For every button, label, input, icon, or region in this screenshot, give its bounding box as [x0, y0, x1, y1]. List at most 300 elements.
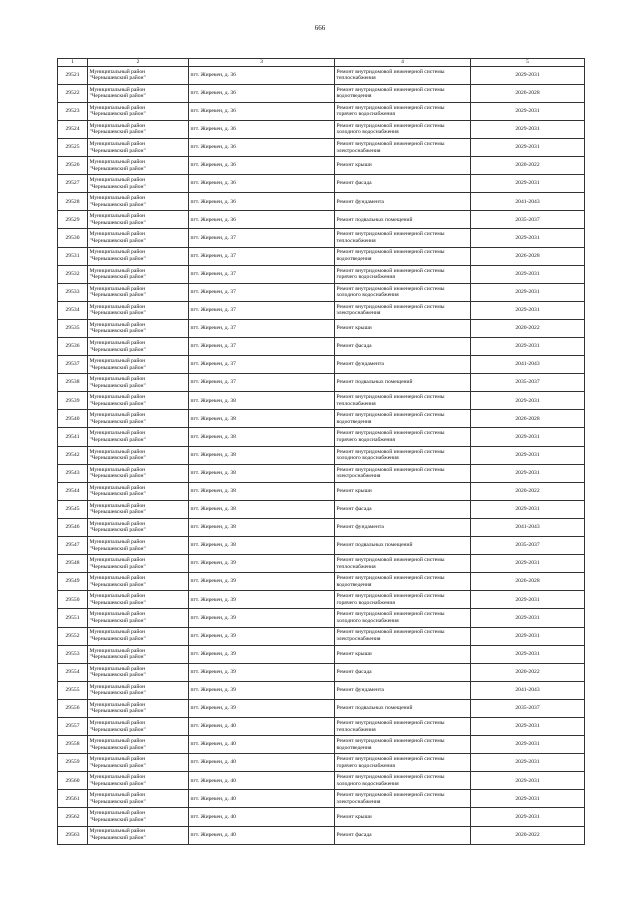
district-line-2: "Чернышевский район" — [89, 599, 146, 606]
work-type-line-2: холодного водоснабжения — [336, 129, 399, 136]
district-line-2: "Чернышевский район" — [89, 726, 146, 733]
district-line-1: Муниципальный район — [89, 213, 146, 220]
district-cell — [88, 211, 189, 229]
district-line-1: Муниципальный район — [89, 231, 146, 238]
table-row — [58, 518, 585, 536]
district-cell — [88, 681, 189, 699]
work-type-line-1: Ремонт внутридомовой инженерной системы — [336, 593, 445, 600]
work-type-line-1: Ремонт внутридомовой инженерной системы — [336, 557, 445, 564]
row-number-cell: 29535 — [58, 319, 88, 337]
district-line-2: "Чернышевский район" — [89, 798, 146, 805]
district-line-2: "Чернышевский район" — [89, 256, 146, 263]
district-line-1: Муниципальный район — [89, 430, 146, 437]
district-line-2: "Чернышевский район" — [89, 491, 146, 498]
row-number-cell: 29526 — [58, 157, 88, 175]
district-cell — [88, 826, 189, 844]
address-cell: пгт. Жирекен, д. 40 — [189, 808, 335, 826]
district-line-1: Муниципальный район — [89, 303, 146, 310]
work-type-cell — [335, 84, 471, 102]
district-line-1: Муниципальный район — [89, 538, 146, 545]
district-cell — [88, 66, 189, 84]
work-type-cell — [335, 229, 471, 247]
address-cell: пгт. Жирекен, д. 38 — [189, 410, 335, 428]
district-line-1: Муниципальный район — [89, 68, 146, 75]
district-cell — [88, 627, 189, 645]
table-row — [58, 573, 585, 591]
period-cell: 2029-2031 — [471, 754, 585, 772]
work-type-line-2: горячего водоснабжения — [336, 762, 395, 769]
row-number-cell: 29521 — [58, 66, 88, 84]
district-cell — [88, 645, 189, 663]
table-row — [58, 699, 585, 717]
row-number-cell: 29556 — [58, 699, 88, 717]
work-type-line-1: Ремонт фундамента — [336, 198, 384, 205]
period-cell: 2041-2043 — [471, 518, 585, 536]
address-cell: пгт. Жирекен, д. 37 — [189, 356, 335, 374]
district-line-2: "Чернышевский район" — [89, 418, 146, 425]
row-number-cell: 29555 — [58, 681, 88, 699]
district-line-1: Муниципальный район — [89, 701, 146, 708]
district-cell — [88, 518, 189, 536]
address-cell: пгт. Жирекен, д. 39 — [189, 573, 335, 591]
work-type-cell — [335, 808, 471, 826]
table-row — [58, 645, 585, 663]
work-type-line-1: Ремонт внутридомовой инженерной системы — [336, 122, 445, 129]
district-line-2: "Чернышевский район" — [89, 437, 146, 444]
row-number-cell: 29544 — [58, 482, 88, 500]
work-type-cell — [335, 338, 471, 356]
table-row — [58, 138, 585, 156]
work-type-cell — [335, 193, 471, 211]
row-number-cell: 29527 — [58, 175, 88, 193]
work-type-line-1: Ремонт внутридомовой инженерной системы — [336, 738, 445, 745]
work-type-cell — [335, 772, 471, 790]
district-cell — [88, 157, 189, 175]
column-header-1: 1 — [58, 59, 88, 67]
work-type-cell — [335, 265, 471, 283]
address-cell: пгт. Жирекен, д. 39 — [189, 555, 335, 573]
work-type-line-2: теплоснабжения — [336, 563, 376, 570]
district-cell — [88, 392, 189, 410]
district-line-2: "Чернышевский район" — [89, 708, 146, 715]
district-line-1: Муниципальный район — [89, 195, 146, 202]
district-line-2: "Чернышевский район" — [89, 816, 146, 823]
address-cell: пгт. Жирекен, д. 40 — [189, 717, 335, 735]
work-type-line-1: Ремонт внутридомовой инженерной системы — [336, 267, 445, 274]
district-line-1: Муниципальный район — [89, 412, 146, 419]
work-type-line-1: Ремонт внутридомовой инженерной системы — [336, 249, 445, 256]
row-number-cell: 29522 — [58, 84, 88, 102]
work-type-line-1: Ремонт внутридомовой инженерной системы — [336, 774, 445, 781]
work-type-cell — [335, 500, 471, 518]
work-type-line-1: Ремонт фундамента — [336, 524, 384, 531]
work-type-line-2: электроснабжения — [336, 636, 381, 643]
district-line-1: Муниципальный район — [89, 285, 146, 292]
row-number-cell: 29529 — [58, 211, 88, 229]
period-cell: 2029-2031 — [471, 772, 585, 790]
period-cell: 2029-2031 — [471, 229, 585, 247]
table-body — [58, 66, 585, 844]
address-cell: пгт. Жирекен, д. 37 — [189, 247, 335, 265]
address-cell: пгт. Жирекен, д. 39 — [189, 699, 335, 717]
district-line-2: "Чернышевский район" — [89, 545, 146, 552]
table-row — [58, 319, 585, 337]
district-line-1: Муниципальный район — [89, 774, 146, 781]
district-line-2: "Чернышевский район" — [89, 147, 146, 154]
district-line-2: "Чернышевский район" — [89, 364, 146, 371]
row-number-cell: 29552 — [58, 627, 88, 645]
work-type-cell — [335, 283, 471, 301]
district-line-2: "Чернышевский район" — [89, 129, 146, 136]
district-cell — [88, 84, 189, 102]
district-line-2: "Чернышевский район" — [89, 346, 146, 353]
district-line-1: Муниципальный район — [89, 575, 146, 582]
table-row — [58, 356, 585, 374]
work-type-cell — [335, 392, 471, 410]
district-line-1: Муниципальный район — [89, 177, 146, 184]
district-line-1: Муниципальный район — [89, 358, 146, 365]
table-row — [58, 681, 585, 699]
work-type-cell — [335, 790, 471, 808]
row-number-cell: 29525 — [58, 138, 88, 156]
period-cell: 2020-2022 — [471, 319, 585, 337]
work-type-line-1: Ремонт внутридомовой инженерной системы — [336, 285, 445, 292]
district-line-1: Муниципальный район — [89, 792, 146, 799]
district-cell — [88, 482, 189, 500]
work-type-line-2: горячего водоснабжения — [336, 437, 395, 444]
column-header-3: 3 — [189, 59, 335, 67]
work-type-cell — [335, 717, 471, 735]
work-type-line-2: холодного водоснабжения — [336, 455, 399, 462]
work-type-cell — [335, 573, 471, 591]
district-cell — [88, 428, 189, 446]
district-line-1: Муниципальный район — [89, 159, 146, 166]
address-cell: пгт. Жирекен, д. 39 — [189, 609, 335, 627]
page-number: 666 — [314, 24, 326, 32]
district-cell — [88, 120, 189, 138]
address-cell: пгт. Жирекен, д. 38 — [189, 464, 335, 482]
work-type-line-2: водоотведения — [336, 581, 372, 588]
table-row — [58, 500, 585, 518]
work-type-cell — [335, 66, 471, 84]
district-cell — [88, 410, 189, 428]
table-row — [58, 338, 585, 356]
column-header-5: 5 — [471, 59, 585, 67]
district-line-1: Муниципальный район — [89, 484, 146, 491]
work-type-line-1: Ремонт фасада — [336, 506, 372, 513]
district-line-2: "Чернышевский район" — [89, 762, 146, 769]
table-row — [58, 808, 585, 826]
district-line-2: "Чернышевский район" — [89, 780, 146, 787]
work-type-line-1: Ремонт крыши — [336, 325, 372, 332]
district-line-1: Муниципальный район — [89, 502, 146, 509]
district-cell — [88, 301, 189, 319]
district-line-1: Муниципальный район — [89, 448, 146, 455]
row-number-cell: 29543 — [58, 464, 88, 482]
work-type-line-2: горячего водоснабжения — [336, 274, 395, 281]
district-cell — [88, 790, 189, 808]
work-type-cell — [335, 681, 471, 699]
table-row — [58, 211, 585, 229]
column-number-row — [58, 59, 585, 67]
work-type-cell — [335, 537, 471, 555]
table-row — [58, 464, 585, 482]
district-cell — [88, 319, 189, 337]
district-cell — [88, 374, 189, 392]
work-type-line-2: горячего водоснабжения — [336, 599, 395, 606]
address-cell: пгт. Жирекен, д. 37 — [189, 374, 335, 392]
period-cell: 2029-2031 — [471, 790, 585, 808]
work-type-line-1: Ремонт внутридомовой инженерной системы — [336, 629, 445, 636]
table-row — [58, 591, 585, 609]
work-type-line-1: Ремонт фасада — [336, 668, 372, 675]
work-type-line-1: Ремонт крыши — [336, 162, 372, 169]
row-number-cell: 29538 — [58, 374, 88, 392]
period-cell: 2035-2037 — [471, 211, 585, 229]
work-type-line-1: Ремонт фасада — [336, 831, 372, 838]
row-number-cell: 29553 — [58, 645, 88, 663]
address-cell: пгт. Жирекен, д. 39 — [189, 627, 335, 645]
row-number-cell: 29551 — [58, 609, 88, 627]
district-line-2: "Чернышевский район" — [89, 473, 146, 480]
work-type-line-1: Ремонт подвальных помещений — [336, 216, 413, 223]
work-type-line-1: Ремонт фасада — [336, 343, 372, 350]
district-line-2: "Чернышевский район" — [89, 509, 146, 516]
address-cell: пгт. Жирекен, д. 36 — [189, 138, 335, 156]
table-row — [58, 410, 585, 428]
address-cell: пгт. Жирекен, д. 38 — [189, 537, 335, 555]
district-cell — [88, 772, 189, 790]
work-type-line-2: электроснабжения — [336, 310, 381, 317]
period-cell: 2029-2031 — [471, 645, 585, 663]
address-cell: пгт. Жирекен, д. 38 — [189, 518, 335, 536]
table-row — [58, 84, 585, 102]
address-cell: пгт. Жирекен, д. 40 — [189, 736, 335, 754]
work-type-line-1: Ремонт подвальных помещений — [336, 379, 413, 386]
work-type-line-2: электроснабжения — [336, 147, 381, 154]
district-line-2: "Чернышевский район" — [89, 690, 146, 697]
work-type-line-2: водоотведения — [336, 256, 372, 263]
row-number-cell: 29523 — [58, 102, 88, 120]
row-number-cell: 29547 — [58, 537, 88, 555]
address-cell: пгт. Жирекен, д. 37 — [189, 338, 335, 356]
district-cell — [88, 500, 189, 518]
district-line-2: "Чернышевский район" — [89, 581, 146, 588]
district-line-1: Муниципальный район — [89, 719, 146, 726]
district-line-2: "Чернышевский район" — [89, 310, 146, 317]
work-type-cell — [335, 555, 471, 573]
district-line-2: "Чернышевский район" — [89, 744, 146, 751]
district-line-2: "Чернышевский район" — [89, 183, 146, 190]
district-cell — [88, 283, 189, 301]
work-type-line-2: теплоснабжения — [336, 400, 376, 407]
district-cell — [88, 265, 189, 283]
district-cell — [88, 193, 189, 211]
district-cell — [88, 736, 189, 754]
district-line-2: "Чернышевский район" — [89, 563, 146, 570]
period-cell: 2029-2031 — [471, 138, 585, 156]
address-cell: пгт. Жирекен, д. 38 — [189, 428, 335, 446]
address-cell: пгт. Жирекен, д. 37 — [189, 301, 335, 319]
row-number-cell: 29536 — [58, 338, 88, 356]
table-row — [58, 66, 585, 84]
district-cell — [88, 754, 189, 772]
work-type-line-2: водоотведения — [336, 744, 372, 751]
address-cell: пгт. Жирекен, д. 40 — [189, 754, 335, 772]
table-row — [58, 754, 585, 772]
district-cell — [88, 356, 189, 374]
work-type-cell — [335, 211, 471, 229]
work-type-line-1: Ремонт внутридомовой инженерной системы — [336, 231, 445, 238]
period-cell: 2029-2031 — [471, 283, 585, 301]
row-number-cell: 29532 — [58, 265, 88, 283]
period-cell: 2029-2031 — [471, 609, 585, 627]
work-type-line-1: Ремонт внутридомовой инженерной системы — [336, 412, 445, 419]
work-type-line-1: Ремонт внутридомовой инженерной системы — [336, 104, 445, 111]
work-type-cell — [335, 482, 471, 500]
district-line-1: Муниципальный район — [89, 520, 146, 527]
row-number-cell: 29548 — [58, 555, 88, 573]
district-line-2: "Чернышевский район" — [89, 219, 146, 226]
work-type-line-1: Ремонт фундамента — [336, 361, 384, 368]
district-cell — [88, 573, 189, 591]
district-cell — [88, 138, 189, 156]
work-type-cell — [335, 247, 471, 265]
district-line-2: "Чернышевский район" — [89, 93, 146, 100]
work-type-cell — [335, 301, 471, 319]
period-cell: 2029-2031 — [471, 717, 585, 735]
district-line-1: Муниципальный район — [89, 756, 146, 763]
work-type-line-2: водоотведения — [336, 93, 372, 100]
work-type-line-2: водоотведения — [336, 418, 372, 425]
table-row — [58, 428, 585, 446]
address-cell: пгт. Жирекен, д. 36 — [189, 193, 335, 211]
period-cell: 2026-2028 — [471, 410, 585, 428]
address-cell: пгт. Жирекен, д. 39 — [189, 663, 335, 681]
table-row — [58, 247, 585, 265]
period-cell: 2029-2031 — [471, 627, 585, 645]
district-cell — [88, 446, 189, 464]
table-row — [58, 717, 585, 735]
table-row — [58, 157, 585, 175]
row-number-cell: 29530 — [58, 229, 88, 247]
district-line-2: "Чернышевский район" — [89, 237, 146, 244]
work-type-line-1: Ремонт фасада — [336, 180, 372, 187]
address-cell: пгт. Жирекен, д. 36 — [189, 84, 335, 102]
work-type-line-1: Ремонт внутридомовой инженерной системы — [336, 86, 445, 93]
district-line-2: "Чернышевский район" — [89, 75, 146, 82]
work-type-line-2: горячего водоснабжения — [336, 111, 395, 118]
district-line-1: Муниципальный район — [89, 593, 146, 600]
period-cell: 2029-2031 — [471, 446, 585, 464]
work-type-cell — [335, 157, 471, 175]
work-type-cell — [335, 826, 471, 844]
table-row — [58, 555, 585, 573]
district-line-1: Муниципальный район — [89, 376, 146, 383]
table-row — [58, 175, 585, 193]
period-cell: 2020-2022 — [471, 663, 585, 681]
work-type-line-1: Ремонт подвальных помещений — [336, 705, 413, 712]
work-type-cell — [335, 356, 471, 374]
table-row — [58, 736, 585, 754]
period-cell: 2029-2031 — [471, 265, 585, 283]
work-type-line-2: электроснабжения — [336, 798, 381, 805]
address-cell: пгт. Жирекен, д. 38 — [189, 500, 335, 518]
period-cell: 2041-2043 — [471, 193, 585, 211]
district-line-1: Муниципальный район — [89, 557, 146, 564]
table-row — [58, 609, 585, 627]
capital-repair-table — [57, 58, 585, 845]
row-number-cell: 29549 — [58, 573, 88, 591]
district-line-2: "Чернышевский район" — [89, 201, 146, 208]
row-number-cell: 29562 — [58, 808, 88, 826]
district-line-1: Муниципальный район — [89, 394, 146, 401]
row-number-cell: 29561 — [58, 790, 88, 808]
work-type-line-2: электроснабжения — [336, 473, 381, 480]
table-row — [58, 482, 585, 500]
district-line-1: Муниципальный район — [89, 104, 146, 111]
work-type-cell — [335, 754, 471, 772]
work-type-cell — [335, 138, 471, 156]
column-header-2: 2 — [88, 59, 189, 67]
district-line-2: "Чернышевский район" — [89, 455, 146, 462]
work-type-line-1: Ремонт внутридомовой инженерной системы — [336, 466, 445, 473]
row-number-cell: 29560 — [58, 772, 88, 790]
period-cell: 2020-2022 — [471, 157, 585, 175]
address-cell: пгт. Жирекен, д. 40 — [189, 772, 335, 790]
period-cell: 2041-2043 — [471, 681, 585, 699]
table-row — [58, 663, 585, 681]
work-type-line-1: Ремонт внутридомовой инженерной системы — [336, 303, 445, 310]
district-cell — [88, 338, 189, 356]
table-row — [58, 392, 585, 410]
period-cell: 2041-2043 — [471, 356, 585, 374]
period-cell: 2029-2031 — [471, 338, 585, 356]
district-line-2: "Чернышевский район" — [89, 292, 146, 299]
row-number-cell: 29546 — [58, 518, 88, 536]
work-type-cell — [335, 736, 471, 754]
row-number-cell: 29537 — [58, 356, 88, 374]
address-cell: пгт. Жирекен, д. 39 — [189, 681, 335, 699]
district-line-1: Муниципальный район — [89, 249, 146, 256]
table-row — [58, 120, 585, 138]
period-cell: 2029-2031 — [471, 301, 585, 319]
work-type-cell — [335, 446, 471, 464]
period-cell: 2029-2031 — [471, 555, 585, 573]
district-line-1: Муниципальный район — [89, 339, 146, 346]
district-cell — [88, 717, 189, 735]
period-cell: 2029-2031 — [471, 500, 585, 518]
district-cell — [88, 464, 189, 482]
address-cell: пгт. Жирекен, д. 39 — [189, 645, 335, 663]
district-line-1: Муниципальный район — [89, 828, 146, 835]
period-cell: 2029-2031 — [471, 736, 585, 754]
period-cell: 2035-2037 — [471, 699, 585, 717]
row-number-cell: 29563 — [58, 826, 88, 844]
district-line-2: "Чернышевский район" — [89, 400, 146, 407]
work-type-line-1: Ремонт подвальных помещений — [336, 542, 413, 549]
address-cell: пгт. Жирекен, д. 36 — [189, 211, 335, 229]
work-type-line-2: теплоснабжения — [336, 75, 376, 82]
address-cell: пгт. Жирекен, д. 36 — [189, 175, 335, 193]
district-cell — [88, 609, 189, 627]
district-line-2: "Чернышевский район" — [89, 672, 146, 679]
work-type-line-1: Ремонт внутридомовой инженерной системы — [336, 68, 445, 75]
work-type-cell — [335, 102, 471, 120]
district-line-2: "Чернышевский район" — [89, 328, 146, 335]
work-type-cell — [335, 663, 471, 681]
district-line-2: "Чернышевский район" — [89, 111, 146, 118]
